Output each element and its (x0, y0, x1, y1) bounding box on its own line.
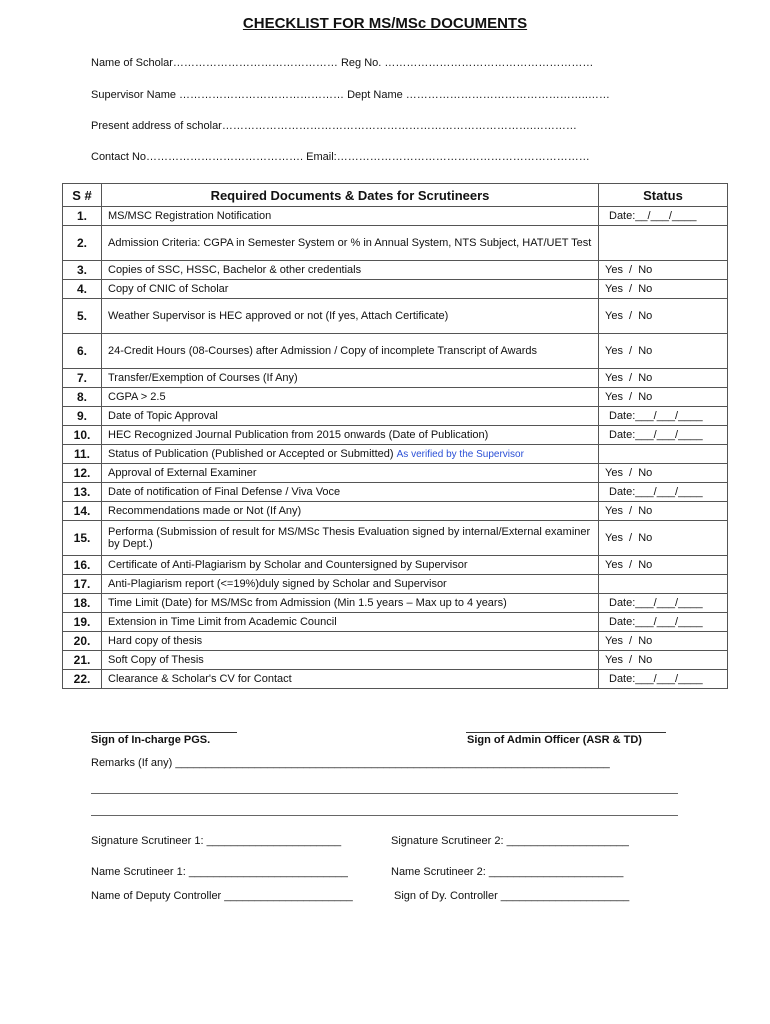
row-number: 6. (63, 334, 102, 369)
status-cell[interactable]: Yes / No (599, 369, 728, 388)
table-row (63, 464, 728, 483)
row-number: 15. (63, 521, 102, 556)
table-header-row (63, 184, 728, 207)
document-cell (102, 299, 599, 334)
checklist-table (62, 183, 728, 689)
row-number: 14. (63, 502, 102, 521)
status-cell[interactable]: Yes / No (599, 651, 728, 670)
document-cell (102, 632, 599, 651)
document-cell (102, 521, 599, 556)
table-row (63, 407, 728, 426)
table-row (63, 445, 728, 464)
table-row (63, 426, 728, 445)
row-number: 9. (63, 407, 102, 426)
document-text: Copies of SSC, HSSC, Bachelor & other credentials (108, 264, 362, 276)
page-title: CHECKLIST FOR MS/MSc DOCUMENTS (242, 15, 528, 32)
status-cell[interactable] (599, 226, 728, 261)
table-row (63, 369, 728, 388)
row-number: 20. (63, 632, 102, 651)
table-row (63, 632, 728, 651)
table-row (63, 280, 728, 299)
status-cell[interactable]: Yes / No (599, 388, 728, 407)
document-text: MS/MSC Registration Notification (108, 210, 272, 222)
table-row (63, 556, 728, 575)
document-text: CGPA > 2.5 (108, 391, 166, 403)
remarks-line-3 (91, 815, 678, 816)
document-text: Clearance & Scholar's CV for Contact (108, 673, 292, 685)
row-number: 11. (63, 445, 102, 464)
admin-signature-label: Sign of Admin Officer (ASR & TD) (467, 734, 642, 746)
row-number: 1. (63, 207, 102, 226)
table-row (63, 521, 728, 556)
status-cell[interactable] (599, 575, 728, 594)
table-row (63, 670, 728, 689)
table-row (63, 575, 728, 594)
scholar-name-field[interactable]: Name of Scholar……………………………………… Reg No. ………………………………………………… (91, 57, 594, 69)
row-number: 8. (63, 388, 102, 407)
document-text: Extension in Time Limit from Academic Council (108, 616, 337, 628)
document-text: Recommendations made or Not (If Any) (108, 505, 302, 517)
scrutineer2-name-field[interactable]: Name Scrutineer 2: ______________________ (391, 866, 624, 878)
row-number: 3. (63, 261, 102, 280)
row-number: 18. (63, 594, 102, 613)
document-text: HEC Recognized Journal Publication from 2015 onwards (Date of Publication) (108, 429, 489, 441)
row-number: 19. (63, 613, 102, 632)
document-cell (102, 445, 599, 464)
table-row (63, 388, 728, 407)
row-number: 17. (63, 575, 102, 594)
document-text: Approval of External Examiner (108, 467, 257, 479)
status-cell[interactable]: Date:___/___/____ (599, 407, 728, 426)
status-cell[interactable]: Date:___/___/____ (599, 594, 728, 613)
document-cell (102, 651, 599, 670)
document-text: Admission Criteria: CGPA in Semester System or % in Annual System, NTS Subject, HAT/UET Test (108, 237, 592, 249)
document-cell (102, 556, 599, 575)
incharge-signature-line (91, 732, 237, 733)
document-text: Performa (Submission of result for MS/MSc Thesis Evaluation signed by internal/External examiner by Dept.) (108, 526, 591, 550)
document-cell (102, 483, 599, 502)
document-cell (102, 464, 599, 483)
status-cell[interactable]: Yes / No (599, 261, 728, 280)
document-text: Copy of CNIC of Scholar (108, 283, 229, 295)
document-cell (102, 575, 599, 594)
scrutineer2-signature-field[interactable]: Signature Scrutineer 2: ____________________ (391, 835, 629, 847)
status-cell[interactable]: Date:___/___/____ (599, 613, 728, 632)
status-cell[interactable]: Date:___/___/____ (599, 426, 728, 445)
row-number: 13. (63, 483, 102, 502)
document-text: Soft Copy of Thesis (108, 654, 204, 666)
table-row (63, 261, 728, 280)
table-row (63, 226, 728, 261)
table-row (63, 483, 728, 502)
document-cell (102, 369, 599, 388)
status-cell[interactable]: Yes / No (599, 556, 728, 575)
row-number: 7. (63, 369, 102, 388)
status-cell[interactable]: Yes / No (599, 280, 728, 299)
status-cell[interactable]: Date:__/___/____ (599, 207, 728, 226)
document-text: Date of Topic Approval (108, 410, 218, 422)
contact-field[interactable]: Contact No……………………………………. Email:…………………………………………………………… (91, 151, 590, 163)
scrutineer1-signature-field[interactable]: Signature Scrutineer 1: ______________________ (91, 835, 342, 847)
document-cell (102, 261, 599, 280)
row-number: 21. (63, 651, 102, 670)
document-cell (102, 426, 599, 445)
row-number: 22. (63, 670, 102, 689)
document-cell (102, 613, 599, 632)
document-text: Hard copy of thesis (108, 635, 203, 647)
document-cell (102, 670, 599, 689)
document-cell (102, 334, 599, 369)
table-row (63, 299, 728, 334)
status-cell[interactable]: Yes / No (599, 464, 728, 483)
table-row (63, 334, 728, 369)
header-status: Status (599, 184, 728, 207)
row-number: 5. (63, 299, 102, 334)
status-cell[interactable]: Date:___/___/____ (599, 670, 728, 689)
header-documents: Required Documents & Dates for Scrutineers (102, 184, 599, 207)
scrutineer1-name-field[interactable]: Name Scrutineer 1: __________________________ (91, 866, 348, 878)
row-number: 4. (63, 280, 102, 299)
table-row (63, 613, 728, 632)
document-text: Certificate of Anti-Plagiarism by Scholar and Countersigned by Supervisor (108, 559, 468, 571)
table-row (63, 207, 728, 226)
row-number: 16. (63, 556, 102, 575)
deputy-controller-sign-field[interactable]: Sign of Dy. Controller _____________________ (394, 890, 630, 902)
status-cell[interactable]: Date:___/___/____ (599, 483, 728, 502)
status-cell[interactable]: Yes / No (599, 334, 728, 369)
row-number: 10. (63, 426, 102, 445)
document-text: Status of Publication (Published or Accepted or Submitted) (108, 448, 394, 460)
document-cell (102, 502, 599, 521)
table-row (63, 594, 728, 613)
document-cell (102, 388, 599, 407)
document-text: Anti-Plagiarism report (<=19%)duly signed by Scholar and Supervisor (108, 578, 447, 590)
address-field[interactable]: Present address of scholar………………………………………………………………………….………… (91, 120, 577, 132)
status-cell[interactable]: Yes / No (599, 299, 728, 334)
document-text: Transfer/Exemption of Courses (If Any) (108, 372, 298, 384)
supervisor-field[interactable]: Supervisor Name ……………………………………… Dept Name …………………………………………..…… (91, 89, 610, 101)
remarks-line-2 (91, 793, 678, 794)
status-cell[interactable]: Yes / No (599, 632, 728, 651)
document-cell (102, 226, 599, 261)
table-row (63, 651, 728, 670)
document-cell (102, 280, 599, 299)
document-text: Date of notification of Final Defense / Viva Voce (108, 486, 341, 498)
document-text: Time Limit (Date) for MS/MSc from Admission (Min 1.5 years – Max up to 4 years) (108, 597, 507, 609)
document-text: Weather Supervisor is HEC approved or not (If yes, Attach Certificate) (108, 310, 449, 322)
document-text: 24-Credit Hours (08-Courses) after Admission / Copy of incomplete Transcript of Awards (108, 345, 537, 357)
deputy-controller-name-field[interactable]: Name of Deputy Controller _____________________ (91, 890, 353, 902)
header-sn: S # (63, 184, 102, 207)
document-cell (102, 407, 599, 426)
incharge-signature-label: Sign of In-charge PGS. (91, 734, 211, 746)
status-cell[interactable] (599, 445, 728, 464)
remarks-field[interactable]: Remarks (If any) _______________________________________________________________________ (91, 757, 610, 769)
row-number: 12. (63, 464, 102, 483)
admin-signature-line (466, 732, 666, 733)
document-cell (102, 594, 599, 613)
document-cell (102, 207, 599, 226)
row-number: 2. (63, 226, 102, 261)
status-cell[interactable]: Yes / No (599, 502, 728, 521)
status-cell[interactable]: Yes / No (599, 521, 728, 556)
verification-note: As verified by the Supervisor (396, 449, 524, 460)
table-row (63, 502, 728, 521)
